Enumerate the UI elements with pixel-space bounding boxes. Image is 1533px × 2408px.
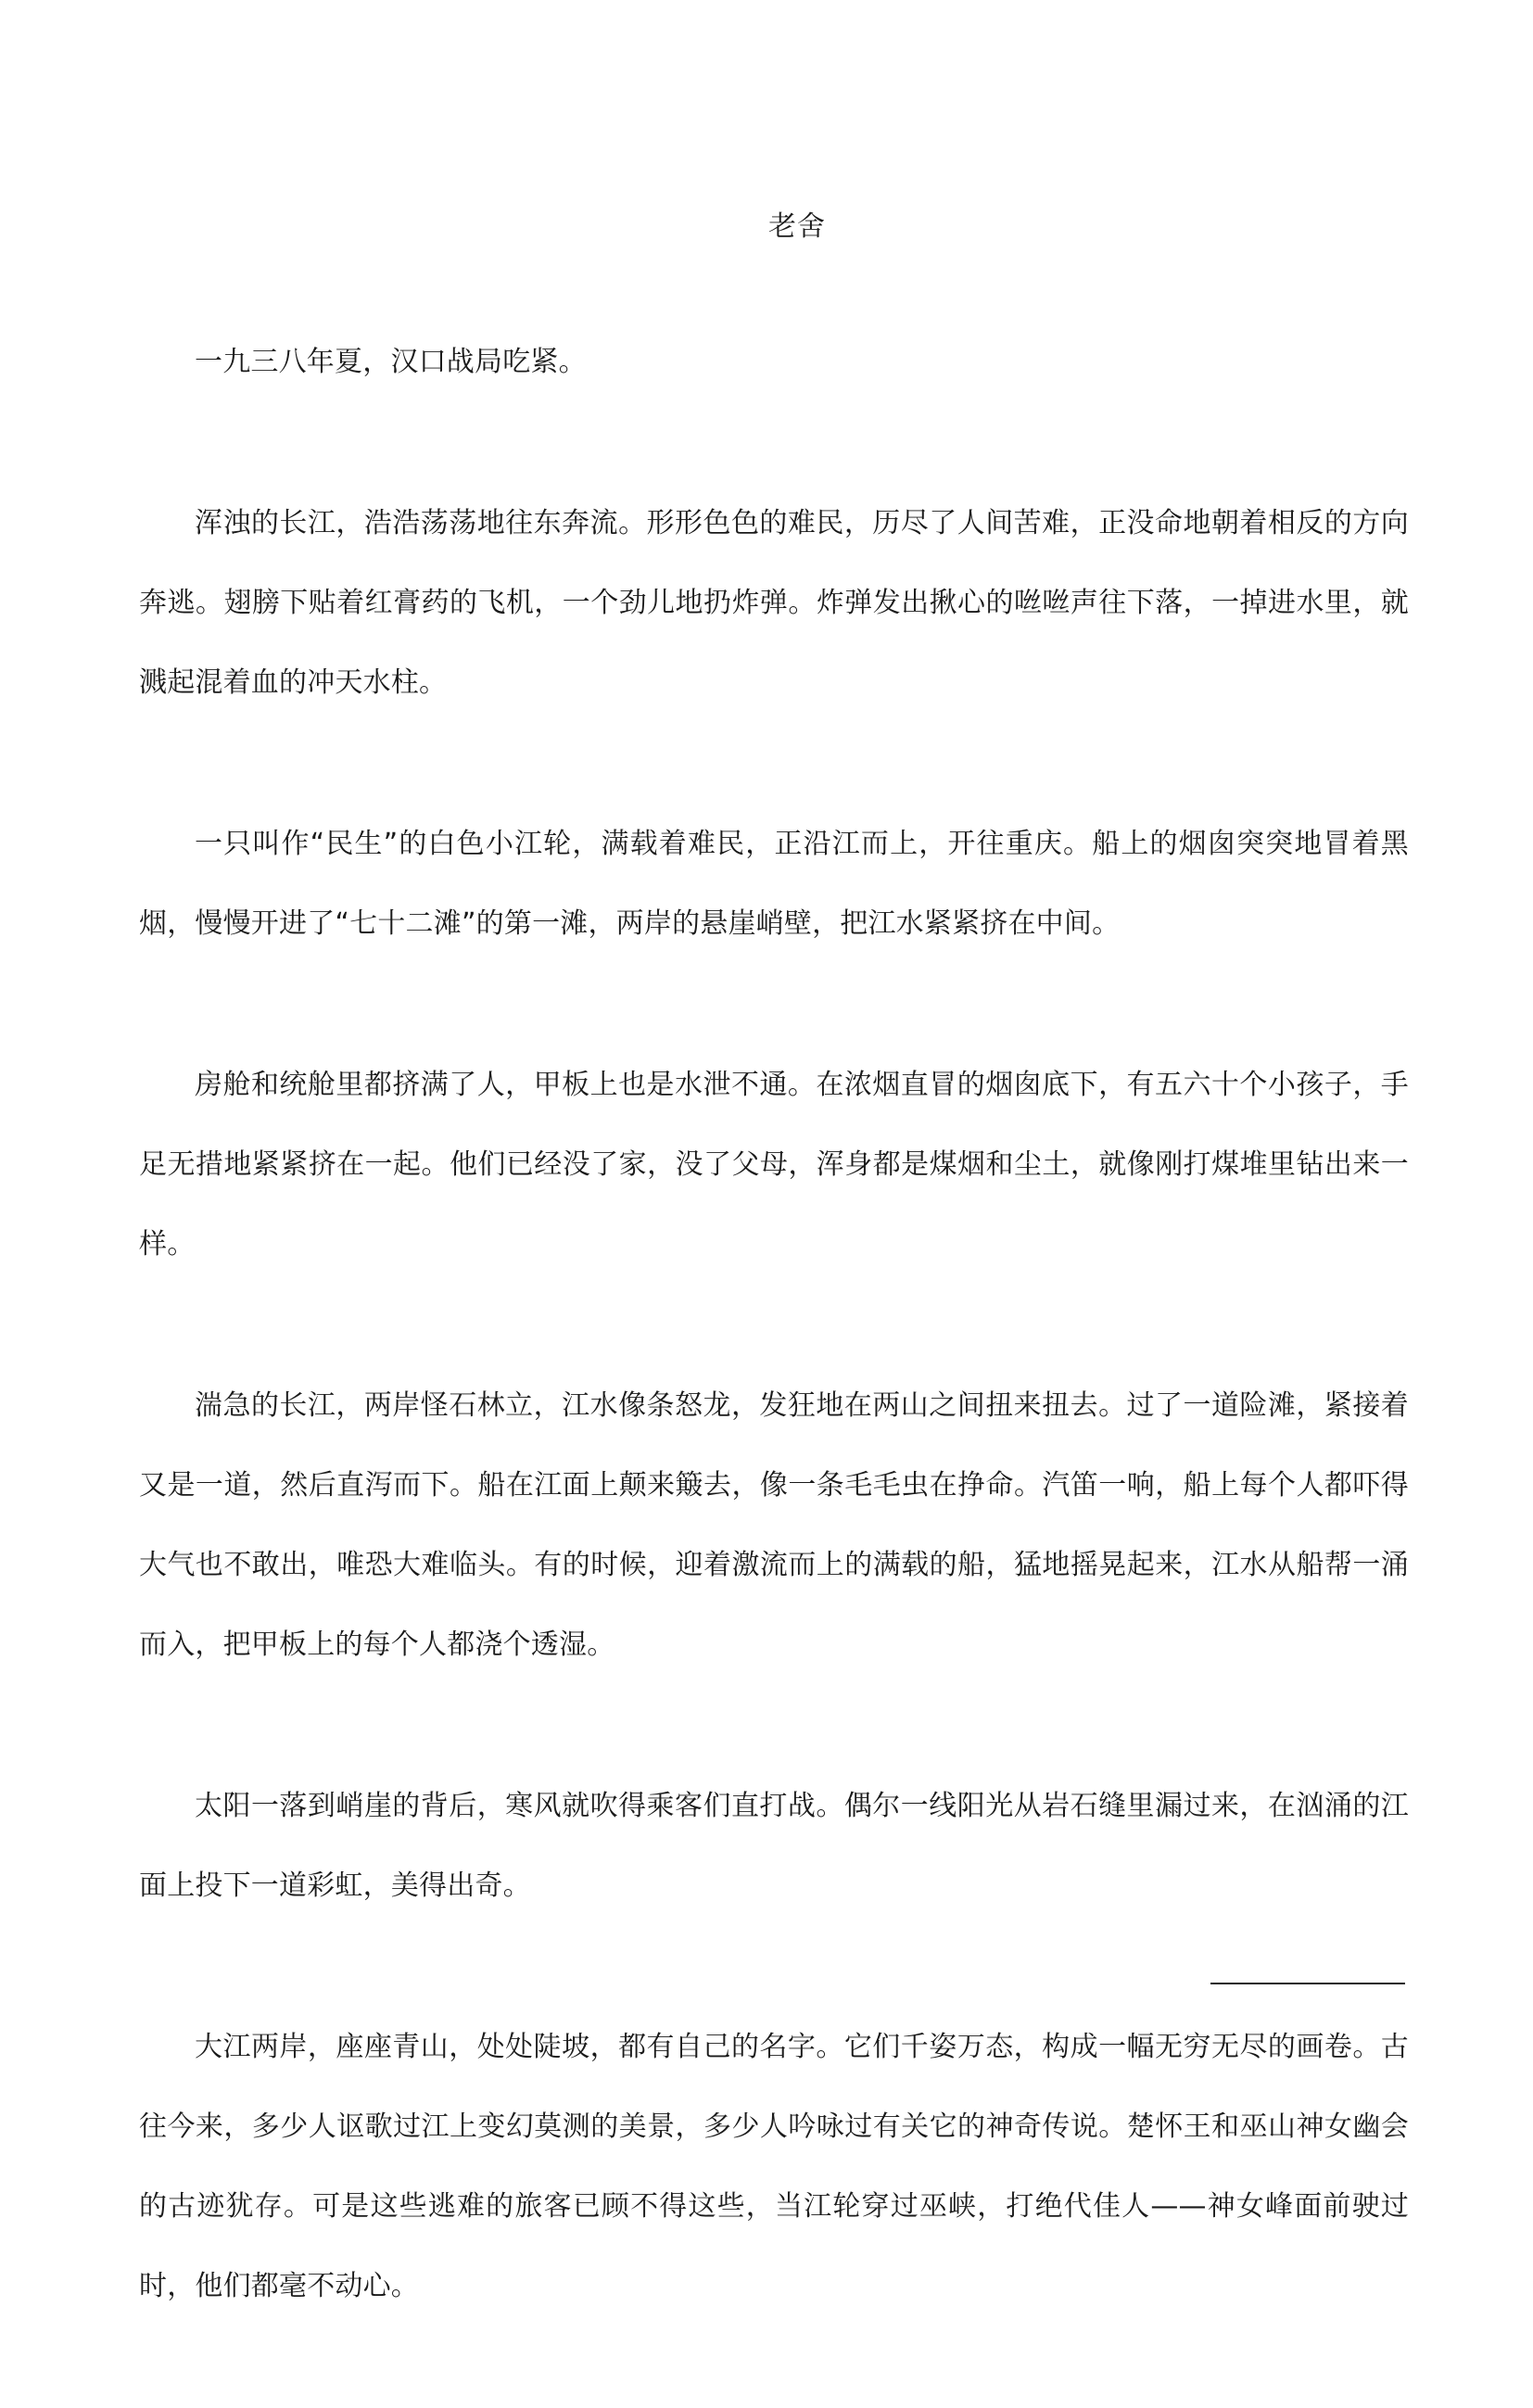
paragraph-2: 浑浊的长江，浩浩荡荡地往东奔流。形形色色的难民，历尽了人间苦难，正没命地朝着相反的方向奔逃。翅膀下贴着红膏药的飞机，一个劲儿地扔炸弹。炸弹发出揪心的咝咝声往下落，一掉进水里，就溅起混着血的冲天水柱。 bbox=[139, 507, 1409, 699]
paragraph-5: 湍急的长江，两岸怪石林立，江水像条怒龙，发狂地在两山之间扭来扭去。过了一道险滩，紧接着又是一道，然后直泻而下。船在江面上颠来簸去，像一条毛毛虫在挣命。汽笛一响，船上每个人都吓得大气也不敢出，唯恐大难临头。有的时候，迎着激流而上的满载的船，猛地摇晃起来，江水从船帮一涌而入，把甲板上的每个人都浇个透湿。 bbox=[139, 1389, 1409, 1661]
paragraph-1: 一九三八年夏，汉口战局吃紧。 bbox=[195, 346, 587, 378]
footnote-divider bbox=[1210, 1983, 1405, 1984]
body-text bbox=[139, 323, 1409, 2408]
paragraph-6: 太阳一落到峭崖的背后，寒风就吹得乘客们直打战。偶尔一线阳光从岩石缝里漏过来，在汹涌的江面上投下一道彩虹，美得出奇。 bbox=[139, 1790, 1409, 1902]
paragraph-4: 房舱和统舱里都挤满了人，甲板上也是水泄不通。在浓烟直冒的烟囱底下，有五六十个小孩子，手足无措地紧紧挤在一起。他们已经没了家，没了父母，浑身都是煤烟和尘土，就像刚打煤堆里钻出来一样。 bbox=[139, 1069, 1409, 1261]
paragraph-3: 一只叫作“民生”的白色小江轮，满载着难民，正沿江而上，开往重庆。船上的烟囱突突地冒着黑烟，慢慢开进了“七十二滩”的第一滩，两岸的悬崖峭壁，把江水紧紧挤在中间。 bbox=[139, 828, 1409, 940]
author-name: 老舍 bbox=[768, 210, 826, 243]
paragraph-7: 大江两岸，座座青山，处处陡坡，都有自己的名字。它们千姿万态，构成一幅无穷无尽的画卷。古往今来，多少人讴歌过江上变幻莫测的美景，多少人吟咏过有关它的神奇传说。楚怀王和巫山神女幽会的古迹犹存。可是这些逃难的旅客已顾不得这些，当江轮穿过巫峡，打绝代佳人——神女峰面前驶过时，他们都毫不动心。 bbox=[139, 2031, 1409, 2302]
